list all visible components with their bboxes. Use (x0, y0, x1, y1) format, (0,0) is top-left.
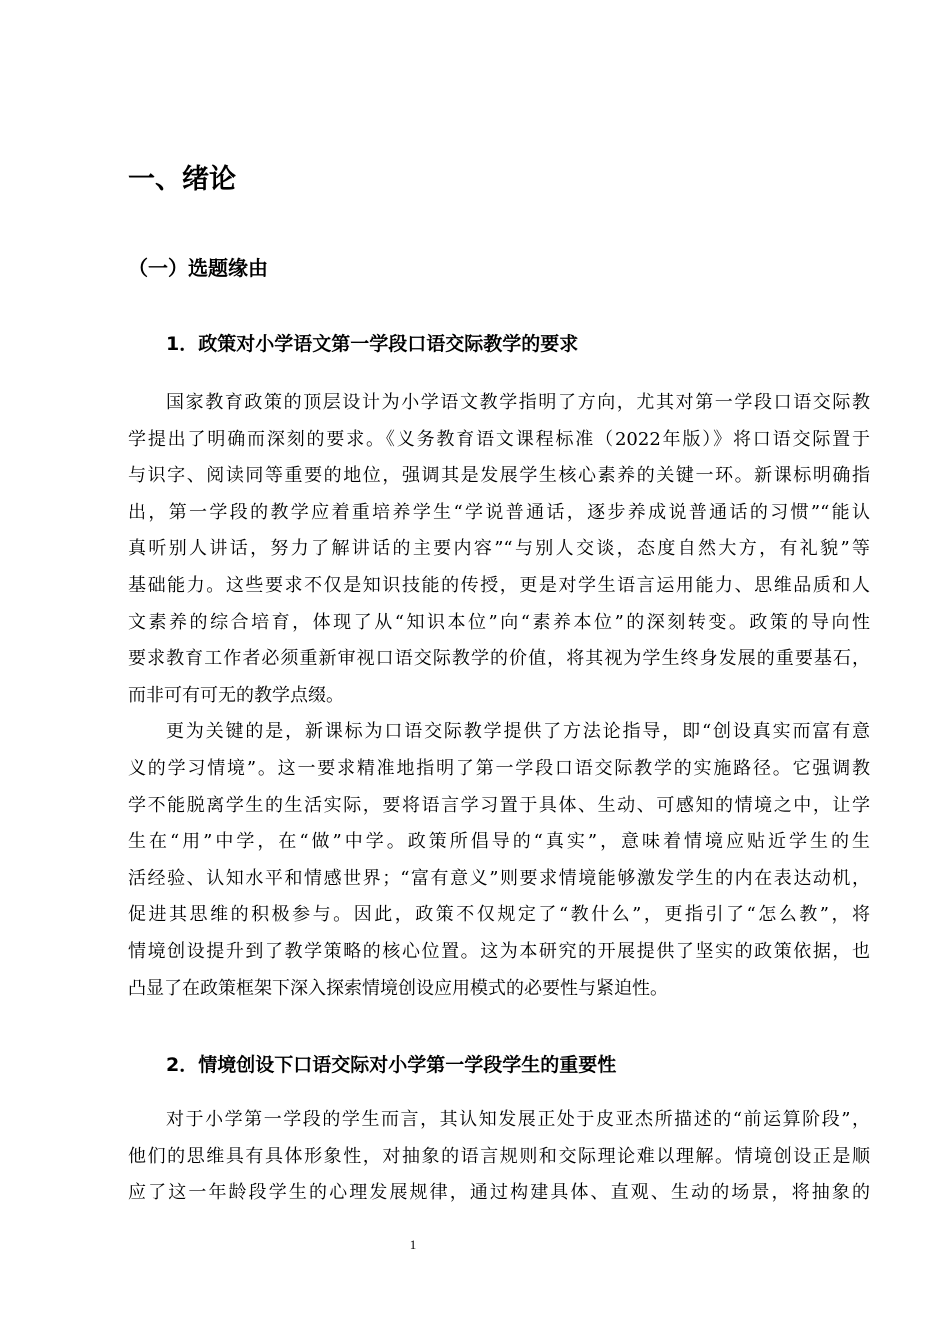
subsection-heading-1: 1．政策对小学语文第一学段口语交际教学的要求 (166, 333, 579, 355)
paragraph-line: 义的学习情境”。这一要求精准地指明了第一学段口语交际教学的实施路径。它强调教 (128, 757, 870, 779)
section-1-body (128, 385, 870, 1007)
paragraph-line: 基础能力。这些要求不仅是知识技能的传授，更是对学生语言运用能力、思维品质和人 (128, 574, 870, 596)
paragraph-line: 要求教育工作者必须重新审视口语交际教学的价值，将其视为学生终身发展的重要基石， (128, 648, 870, 670)
page-number: 1 (409, 1237, 417, 1252)
paragraph-line: 出，第一学段的教学应着重培养学生“学说普通话，逐步养成说普通话的习惯”“能认 (128, 501, 870, 523)
paragraph-line: 真听别人讲话，努力了解讲话的主要内容”“与别人交谈，态度自然大方，有礼貌”等 (128, 538, 870, 560)
section-heading: （一）选题缘由 (128, 256, 268, 280)
paragraph-line: 应了这一年龄段学生的心理发展规律，通过构建具体、直观、生动的场景，将抽象的 (128, 1182, 870, 1204)
paragraph-line: 国家教育政策的顶层设计为小学语文教学指明了方向，尤其对第一学段口语交际教 (166, 392, 870, 413)
paragraph-line: 学不能脱离学生的生活实际，要将语言学习置于具体、生动、可感知的情境之中，让学 (128, 794, 870, 816)
paragraph-line: 对于小学第一学段的学生而言，其认知发展正处于皮亚杰所描述的“前运算阶段”， (166, 1109, 870, 1130)
paragraph-line: 学提出了明确而深刻的要求。《义务教育语文课程标准（2022年版）》将口语交际置于 (128, 428, 870, 450)
paragraph-line: 他们的思维具有具体形象性，对抽象的语言规则和交际理论难以理解。情境创设正是顺 (128, 1145, 870, 1167)
paragraph-line: 活经验、认知水平和情感世界；“富有意义”则要求情境能够激发学生的内在表达动机， (128, 867, 870, 889)
chapter-heading: 一、绪论 (128, 164, 236, 195)
paragraph-line: 情境创设提升到了教学策略的核心位置。这为本研究的开展提供了坚实的政策依据，也 (128, 940, 870, 962)
paragraph-line: 而非可有可无的教学点缀。 (128, 684, 344, 706)
section-2-body (128, 1102, 870, 1212)
paragraph-line: 促进其思维的积极参与。因此，政策不仅规定了“教什么”，更指引了“怎么教”，将 (128, 904, 870, 926)
subsection-heading-2: 2．情境创设下口语交际对小学第一学段学生的重要性 (166, 1054, 617, 1076)
paragraph-line: 凸显了在政策框架下深入探索情境创设应用模式的必要性与紧迫性。 (128, 977, 668, 999)
paragraph-line: 与识字、阅读同等重要的地位，强调其是发展学生核心素养的关键一环。新课标明确指 (128, 465, 870, 487)
paragraph-line: 文素养的综合培育，体现了从“知识本位”向“素养本位”的深刻转变。政策的导向性 (128, 611, 870, 633)
paragraph-line: 更为关键的是，新课标为口语交际教学提供了方法论指导，即“创设真实而富有意 (166, 721, 870, 743)
paragraph-line: 生在“用”中学，在“做”中学。政策所倡导的“真实”，意味着情境应贴近学生的生 (128, 831, 870, 853)
